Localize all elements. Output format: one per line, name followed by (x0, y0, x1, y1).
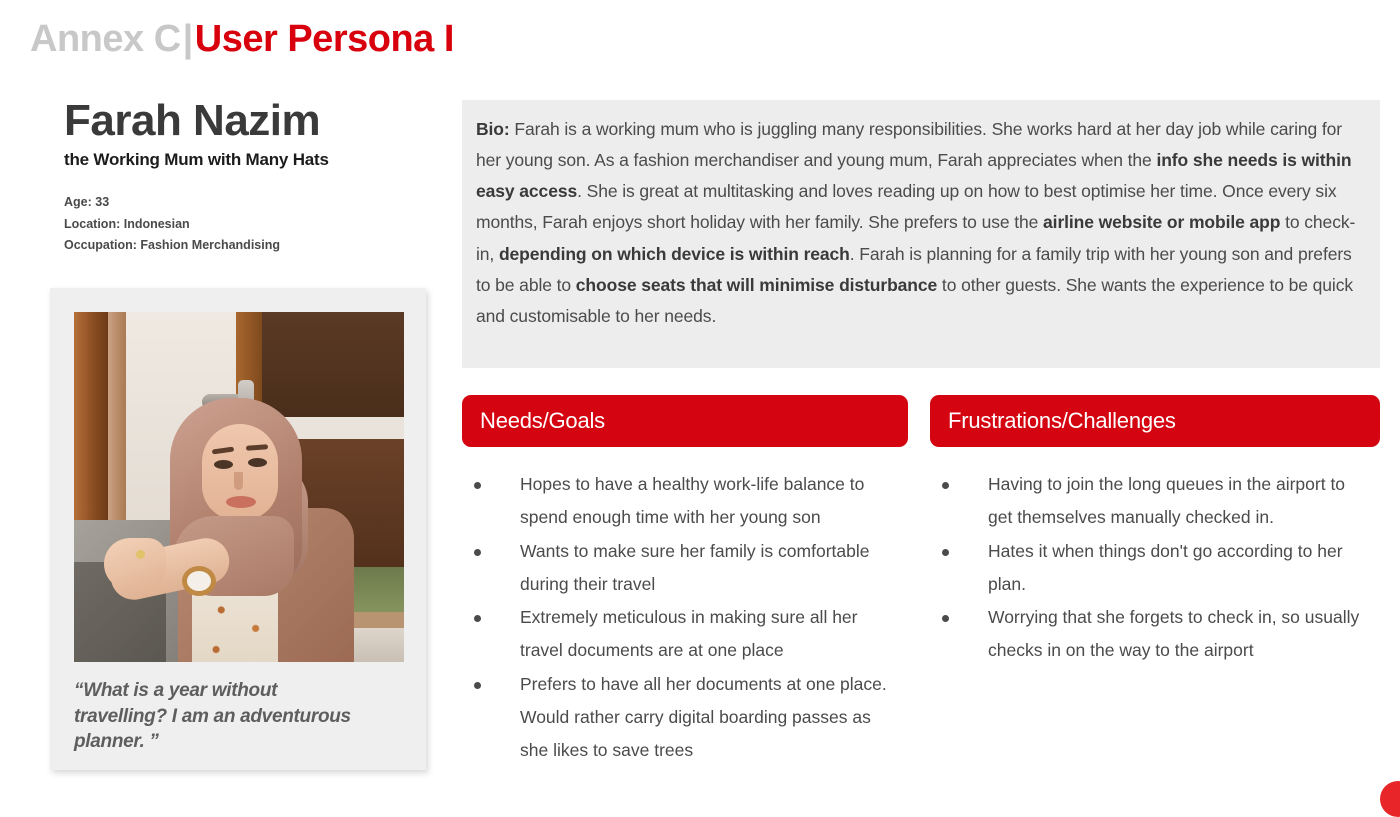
list-item: Hates it when things don't go according to her plan. (930, 535, 1370, 602)
photo-nose (234, 472, 243, 490)
photo-lips (226, 496, 256, 508)
frustrations-challenges-header: Frustrations/Challenges (930, 395, 1380, 447)
persona-photo-card (50, 288, 426, 770)
frustrations-challenges-list (930, 468, 1370, 668)
persona-quote: “What is a year without travelling? I am an adventurous planner. ” (74, 680, 351, 753)
persona-tagline: the Working Mum with Many Hats (64, 150, 329, 170)
bio-bold-3: depending on which device is within reach (498, 243, 850, 264)
persona-location: Location: Indonesian (64, 216, 190, 231)
bio-part-3: to check-in, (476, 212, 1356, 264)
list-item: Worrying that she forgets to check in, so usually checks in on the way to the airport (930, 601, 1370, 668)
persona-occupation: Occupation: Fashion Merchandising (64, 238, 280, 253)
photo-eye-left (214, 460, 233, 469)
list-item: Wants to make sure her family is comfortable during their travel (462, 535, 902, 602)
annex-label: Annex C (30, 18, 181, 60)
persona-photo (74, 312, 404, 662)
persona-facts (64, 192, 430, 257)
list-item: Hopes to have a healthy work-life balance to spend enough time with her young son (462, 468, 902, 535)
bio-part-2: . She is great at multitasking and loves reading up on how to best optimise her time. Once every six months, Farah enjoys short holiday with her family. She prefers to use the (476, 181, 1337, 233)
bio-panel (462, 100, 1380, 368)
photo-ring (136, 550, 145, 559)
photo-wristwatch (182, 566, 216, 596)
bio-bold-4: choose seats that will minimise disturbance (575, 274, 938, 295)
photo-eye-right (248, 458, 267, 467)
persona-title: User Persona I (194, 18, 454, 60)
persona-summary (50, 98, 430, 257)
title-separator: | (182, 18, 193, 60)
bio-label: Bio: (476, 119, 510, 139)
page-title (30, 18, 454, 61)
persona-age: Age: 33 (64, 195, 110, 210)
list-item: Having to join the long queues in the airport to get themselves manually checked in. (930, 468, 1370, 535)
bio-part-1: Farah is a working mum who is juggling many responsibilities. She works hard at her day job while caring for her young son. As a fashion merchandiser and young mum, Farah appreciates when the (476, 119, 1343, 171)
photo-back-panel-top (262, 312, 404, 417)
bio-bold-2: airline website or mobile app (1043, 212, 1281, 233)
list-item: Prefers to have all her documents at one place. Would rather carry digital boarding passes as she likes to save trees (462, 668, 902, 768)
list-item: Extremely meticulous in making sure all her travel documents are at one place (462, 601, 902, 668)
bio-part-5: to other guests. She wants the experience to be quick and customisable to her needs. (476, 274, 1354, 326)
bio-text (476, 114, 1362, 332)
persona-name: Farah Nazim (64, 96, 321, 145)
bio-bold-1: info she needs is within easy access (476, 150, 1352, 202)
needs-goals-list (462, 468, 902, 767)
corner-logo-mark (1380, 781, 1400, 817)
needs-goals-header: Needs/Goals (462, 395, 908, 447)
bio-part-4: . Farah is planning for a family trip with her young son and prefers to be able to (476, 243, 1352, 295)
photo-hand (104, 538, 166, 590)
